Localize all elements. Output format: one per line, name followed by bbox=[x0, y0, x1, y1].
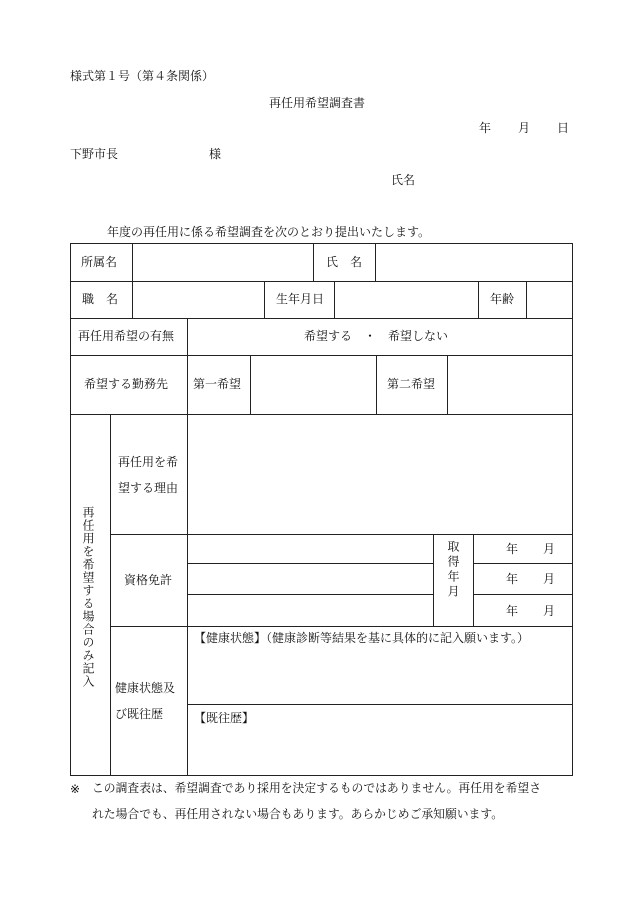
table-border bbox=[70, 414, 573, 415]
date-month-label: 月 bbox=[518, 121, 531, 135]
intro-sentence: 年度の再任用に係る希望調査を次のとおり提出いたします。 bbox=[107, 225, 431, 239]
health-label bbox=[115, 675, 175, 727]
health-label-line1: 健康状態及 bbox=[115, 681, 176, 695]
table-border bbox=[376, 355, 377, 414]
table-border bbox=[473, 534, 474, 626]
table-border bbox=[70, 355, 573, 356]
table-border bbox=[526, 281, 527, 318]
table-border bbox=[264, 281, 265, 318]
license2-year: 年 bbox=[506, 572, 519, 586]
reemployment-only-label: 再任用を希望する場合のみ記入 bbox=[81, 506, 95, 688]
table-border bbox=[473, 594, 573, 595]
license-label: 資格免許 bbox=[124, 573, 173, 587]
table-border bbox=[334, 281, 335, 318]
license1-month: 月 bbox=[543, 542, 556, 556]
addressee-honorific: 様 bbox=[209, 147, 222, 161]
second-choice-label: 第二希望 bbox=[387, 377, 436, 391]
health-status-note: 【健康状態】（健康診断等結果を基に具体的に記入願います。） bbox=[194, 631, 530, 645]
form-number: 様式第１号（第４条関係） bbox=[70, 69, 215, 83]
table-border bbox=[433, 534, 434, 626]
reemployment-hope-choice: 希望する ・ 希望しない bbox=[304, 329, 449, 343]
table-border bbox=[110, 534, 573, 535]
date-year-label: 年 bbox=[479, 121, 492, 135]
birthdate-label: 生年月日 bbox=[276, 292, 325, 306]
table-border bbox=[187, 704, 573, 705]
position-label: 職 名 bbox=[82, 292, 119, 306]
reason-label bbox=[118, 449, 178, 501]
addressee: 下野市長 bbox=[70, 147, 119, 161]
age-label: 年齢 bbox=[490, 292, 515, 306]
table-border bbox=[473, 563, 573, 564]
table-border bbox=[70, 243, 71, 776]
table-border bbox=[70, 243, 573, 244]
table-border bbox=[478, 281, 479, 318]
table-border bbox=[70, 775, 573, 776]
date-day-label: 日 bbox=[557, 121, 570, 135]
footnote-mark: ※ bbox=[70, 782, 81, 796]
reemployment-hope-label: 再任用希望の有無 bbox=[78, 329, 175, 343]
affiliation-label: 所属名 bbox=[81, 255, 118, 269]
table-border bbox=[187, 318, 188, 776]
table-border bbox=[447, 355, 448, 414]
table-border bbox=[110, 626, 573, 627]
footnote-line2: れた場合でも、再任用されない場合もあります。あらかじめご承知願います。 bbox=[92, 807, 504, 821]
table-border bbox=[110, 414, 111, 776]
name-label: 氏 名 bbox=[326, 255, 363, 269]
license2-month: 月 bbox=[543, 572, 556, 586]
table-border bbox=[132, 243, 133, 318]
license1-year: 年 bbox=[506, 542, 519, 556]
survey-form-table bbox=[70, 243, 573, 776]
table-border bbox=[313, 243, 314, 281]
table-border bbox=[187, 563, 433, 564]
table-border bbox=[70, 281, 573, 282]
medical-history-note: 【既往歴】 bbox=[194, 711, 255, 725]
footnote-line1: この調査表は、希望調査であり採用を決定するものではありません。再任用を希望さ bbox=[92, 781, 541, 795]
reason-label-line2: 望する理由 bbox=[118, 481, 179, 495]
document-title: 再任用希望調査書 bbox=[269, 96, 366, 110]
table-border bbox=[375, 243, 376, 281]
table-border bbox=[187, 594, 433, 595]
table-border bbox=[70, 318, 573, 319]
reason-label-line1: 再任用を希 bbox=[118, 455, 179, 469]
license3-month: 月 bbox=[543, 604, 556, 618]
license3-year: 年 bbox=[506, 604, 519, 618]
first-choice-label: 第一希望 bbox=[193, 377, 242, 391]
table-border bbox=[250, 355, 251, 414]
health-label-line2: び既往歴 bbox=[115, 707, 164, 721]
acquired-date-label: 取得年月 bbox=[446, 540, 460, 600]
workplace-label: 希望する勤務先 bbox=[84, 377, 169, 391]
table-border bbox=[572, 243, 573, 776]
applicant-name-label: 氏名 bbox=[391, 173, 416, 187]
